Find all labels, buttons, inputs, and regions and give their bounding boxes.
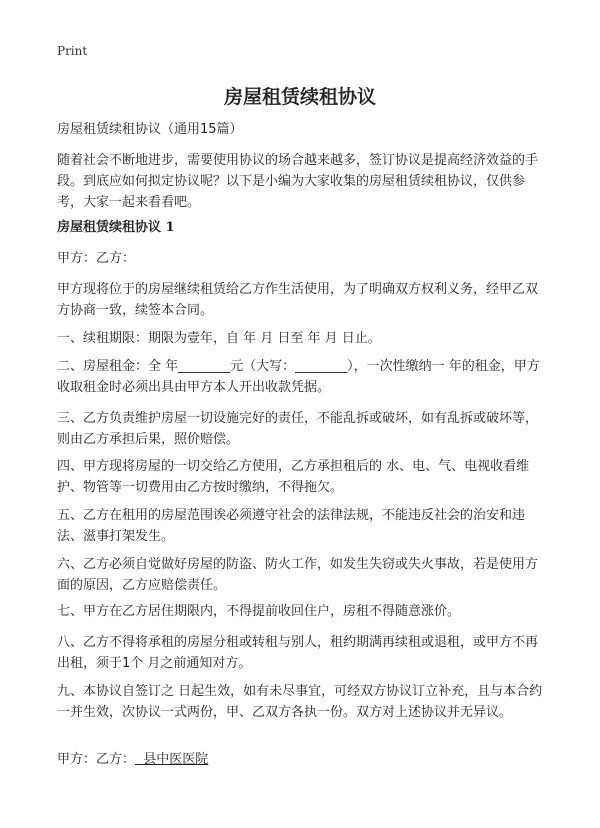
clause-7: 七、甲方在乙方居住期限内，不得提前收回住户，房租不得随意涨价。 <box>57 604 461 619</box>
signature-party-text: 县中医医院 <box>143 752 209 767</box>
page-title: 房屋租赁续租协议 <box>223 86 376 108</box>
clause-2: 二、房屋租金：全 年________元（大写：________），一次性缴纳一 年的租金，甲方收取租金时必须出具由甲方本人开出收款凭据。 <box>57 359 540 395</box>
clause-6: 六、乙方必须自觉做好房屋的防盗、防火工作，如发生失窃或失火事故，若是使用方面的原因，乙方应赔偿责任。 <box>57 557 539 593</box>
section-heading: 房屋租赁续租协议 1 <box>57 220 175 235</box>
signature-line <box>57 749 547 770</box>
preamble-paragraph: 甲方现将位于的房屋继续租赁给乙方作生活使用，为了明确双方权利义务，经甲乙双方协商一致，续签本合同。 <box>57 282 539 318</box>
clause-3: 三、乙方负责维护房屋一切设施完好的责任，不能乱拆或破坏，如有乱拆或破坏等，则由乙方承担后果，照价赔偿。 <box>57 411 539 447</box>
clause-1: 一、续租期限：期限为壹年，自 年 月 日至 年 月 日止。 <box>57 331 381 346</box>
parties-line: 甲方：乙方： <box>57 251 136 266</box>
clause-4: 四、甲方现将房屋的一切交给乙方使用，乙方承担租后的 水、电、气、电视收看维护、物管等一切费用由乙方按时缴纳，不得拖欠。 <box>57 459 530 495</box>
print-link[interactable]: Print <box>57 44 88 58</box>
signature-prefix: 甲方：乙方： <box>57 752 136 767</box>
clause-8: 八、乙方不得将承租的房屋分租或转租与别人，租约期满再续租或退租，或甲方不再出租，须于1个 月之前通知对方。 <box>57 635 539 671</box>
clause-9: 九、本协议自签订之 日起生效，如有未尽事宜，可经双方协议订立补充，且与本合约一并生效，次协议一式两份，甲、乙双方各执一份。双方对上述协议并无异议。 <box>57 684 543 720</box>
clause-5: 五、乙方在租用的房屋范围诶必须遵守社会的法律法规，不能违反社会的治安和违法、滋事打架发生。 <box>57 508 526 544</box>
document-subtitle: 房屋租赁续租协议（通用15篇） <box>57 122 243 137</box>
intro-paragraph: 随着社会不断地进步，需要使用协议的场合越来越多，签订协议是提高经济效益的手段。到底应如何拟定协议呢？以下是小编为大家收集的房屋租赁续租协议，仅供参考，大家一起来看看吧。 <box>57 153 539 210</box>
signature-party-name <box>135 752 208 767</box>
